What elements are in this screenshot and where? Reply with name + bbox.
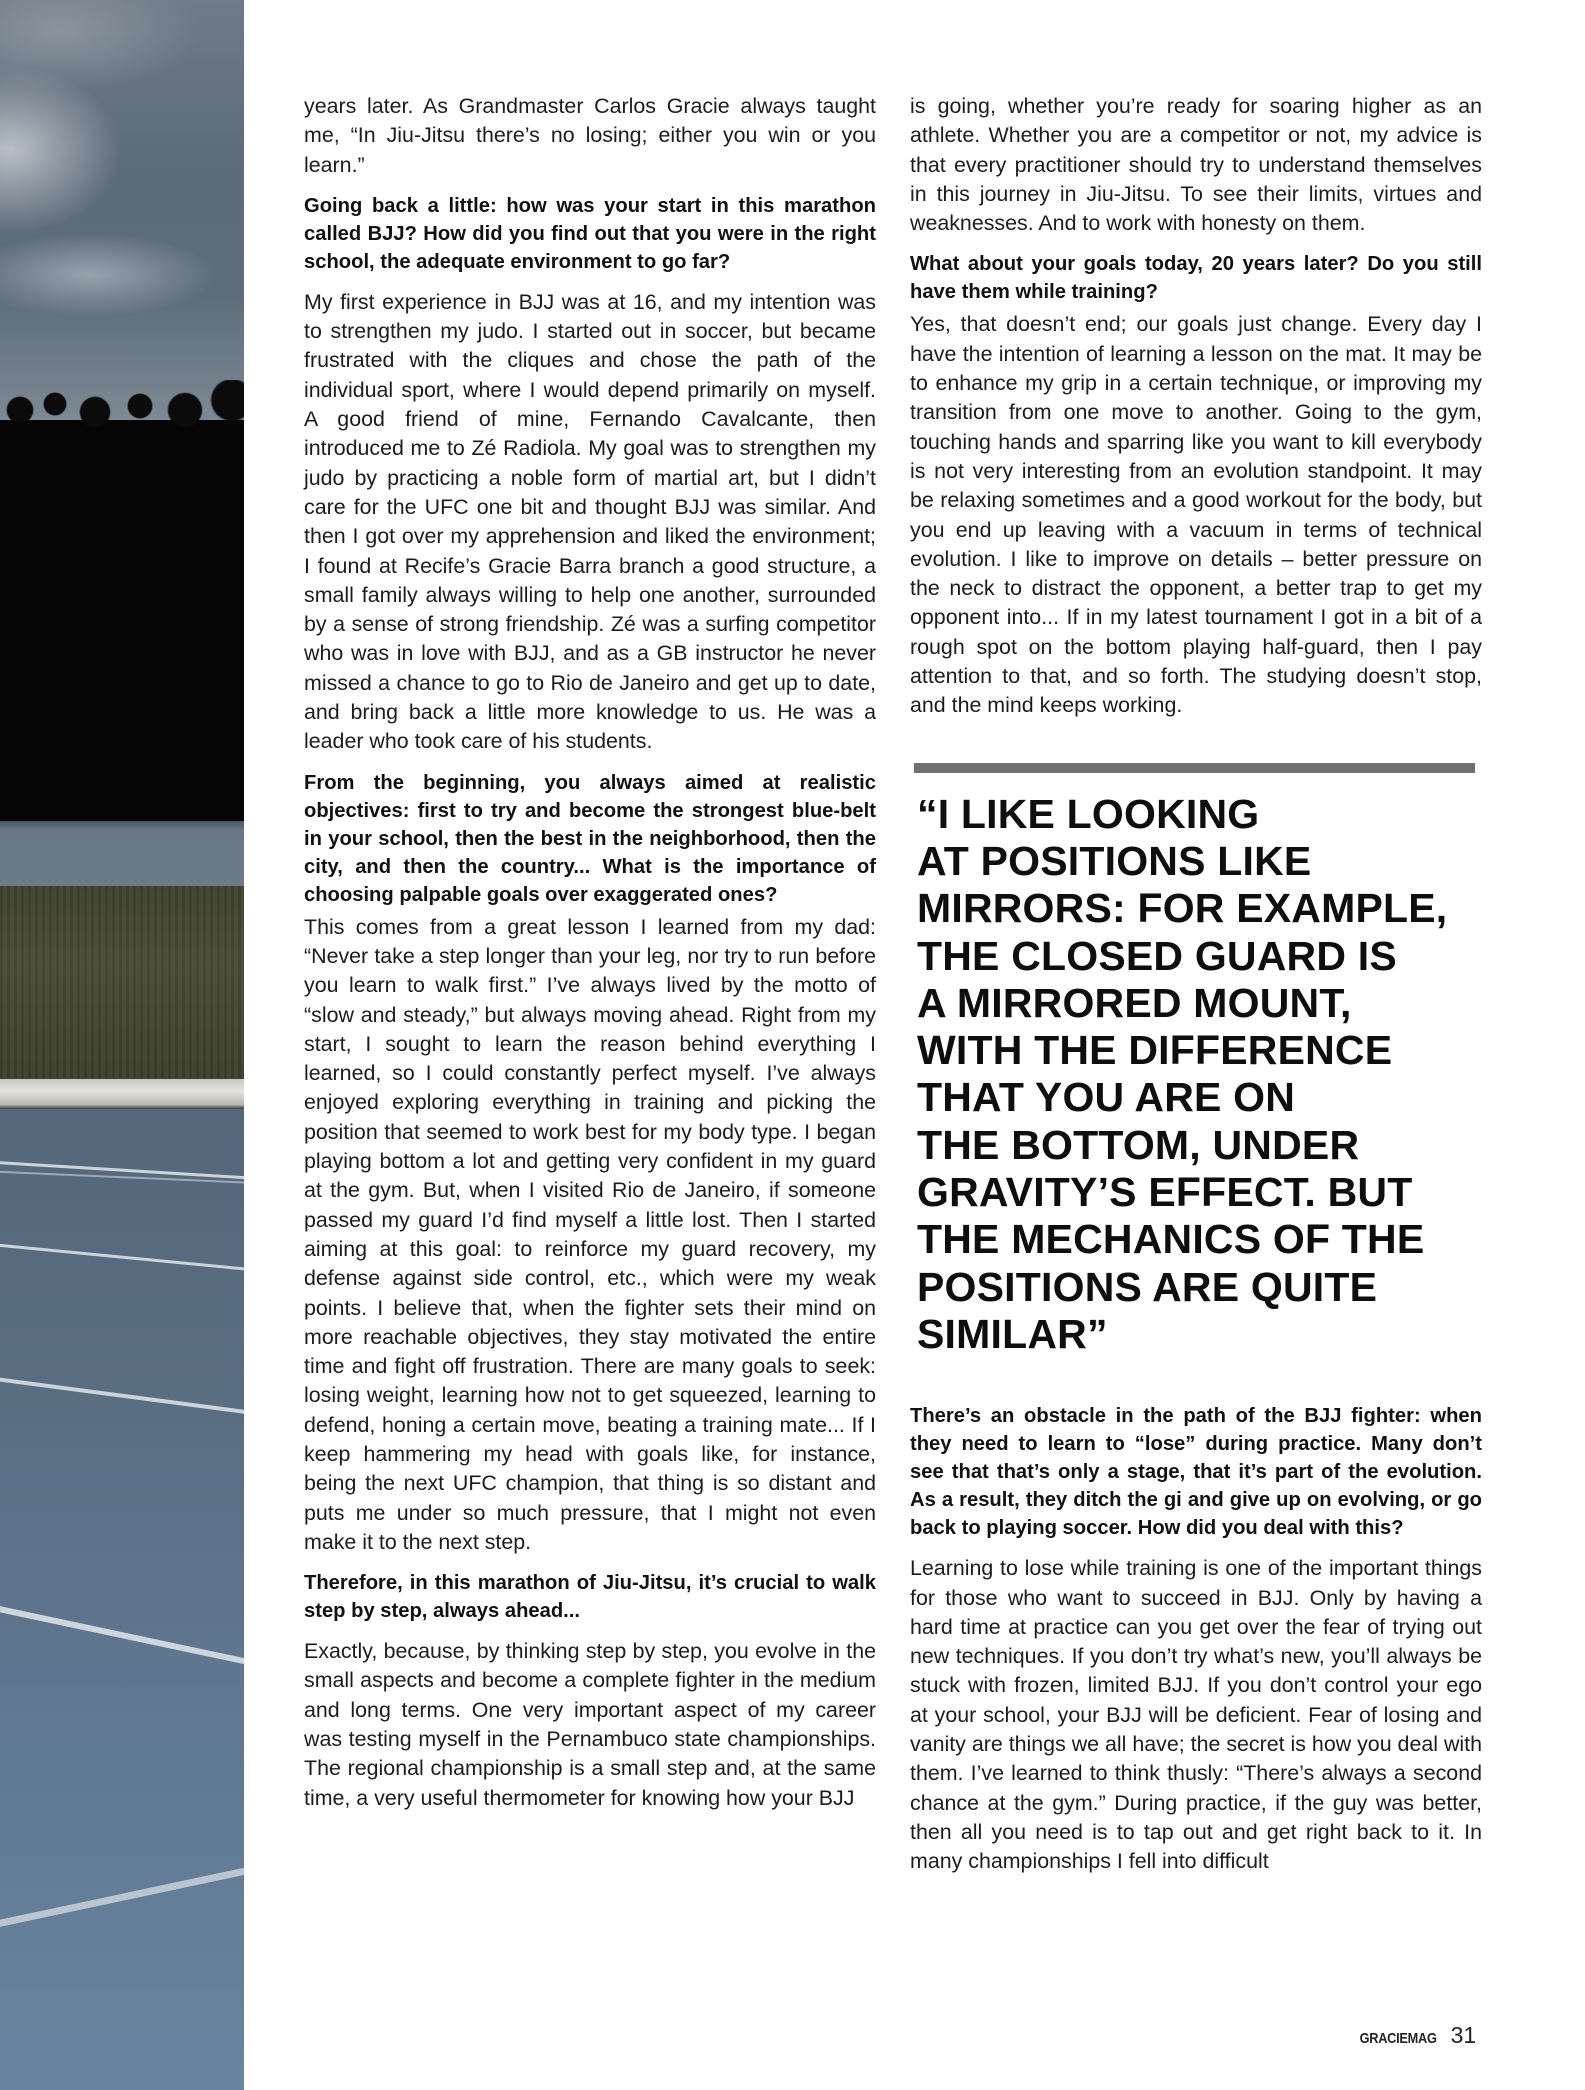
photo-grass [0,886,244,1079]
page-number: 31 [1450,2022,1477,2048]
photo-running-track [0,0,244,2090]
pullquote-line: THE MECHANICS OF THE [917,1216,1425,1263]
photo-curb [0,1079,244,1109]
pullquote-line: THE BOTTOM, UNDER [917,1121,1360,1168]
answer-paragraph: Learning to lose while training is one of the important things for those who want to succeed in BJJ. Only by having a hard time at practice can you get over the fear of trying out new techniques. If you don’t try what’s new, you’ll always be stuck with frozen, limited BJJ. If you don’t control your ego at your school, your BJJ will be deficient. Fear of losing and vanity are things we all have; the secret is how you deal with them. I’ve learned to think thusly: “There’s always a second chance at the gym.” During practice, if the guy was better, then all you need is to tap out and get right back to it. In many championships I fell into difficult [910,1556,1482,1874]
answer-paragraph: This comes from a great lesson I learned from my dad: “Never take a step longer than your leg, nor try to run before you learn to walk first.” I’ve always lived by the motto of “slow and steady,” but always moving ahead. Right from my start, I sought to learn the reason behind everything I learned, so I could constantly perfect myself. I’ve always enjoyed exploring everything in training and picking the position that seemed to work best for my body type. I began playing bottom a lot and getting very confident in my guard at the gym. But, when I visited Rio de Janeiro, if someone passed my guard I’d find myself a little lost. Then I started aiming at this goal: to reinforce my guard recovery, my defense against side control, etc., which were my weak points. I believe that, when the fighter sets their mind on more reachable objectives, they stay motivated the entire time and fight off frustration. There are many goals to seek: losing weight, learning how not to get squeezed, learning to defend, honing a certain move, beating a training mate... If I keep hammering my head with goals like, for instance, being the next UFC champion, that thing is so distant and puts me under so much pressure, that I might not even make it to the next step. [304,914,876,1554]
pullquote [917,791,1482,1359]
pullquote-line: GRAVITY’S EFFECT. BUT [917,1169,1413,1216]
pullquote-line: MIRRORS: FOR EXAMPLE, [917,885,1448,932]
pullquote-rule [914,763,1475,773]
pullquote-line: POSITIONS ARE QUITE [917,1263,1378,1310]
answer-paragraph: My first experience in BJJ was at 16, and my intention was to strengthen my judo. I started out in soccer, but became frustrated with the cliques and chose the path of the individual sport, where I would depend primarily on myself. A good friend of mine, Fernando Cavalcante, then introduced me to Zé Radiola. My goal was to strengthen my judo by practicing a noble form of martial art, but I didn’t care for the UFC one bit and thought BJJ was similar. And then I got over my apprehension and liked the environment; I found at Recife’s Gracie Barra branch a good structure, a small family always willing to help one another, surrounded by a sense of strong friendship. Zé was a surfing competitor who was in love with BJJ, and as a GB instructor he never missed a chance to go to Rio de Janeiro and get up to date, and bring back a little more knowledge to us. He was a leader who took care of his students. [304,289,876,754]
article-column-right [910,92,1482,1876]
magazine-name: GRACIEMAG [1359,2030,1437,2047]
article-column-left [304,92,876,1813]
pullquote-line: SIMILAR” [917,1310,1108,1357]
answer-paragraph: Exactly, because, by thinking step by step, you evolve in the small aspects and become a complete fighter in the medium and long terms. One very important aspect of my career was testing myself in the Pernambuco state championships. The regional championship is a small step and, at the same time, a very useful thermometer for knowing how your BJJ [304,1639,876,1810]
page-footer [1346,2022,1476,2049]
photo-trees-shadow [0,420,244,821]
answer-paragraph: years later. As Grandmaster Carlos Gracie always taught me, “In Jiu-Jitsu there’s no losing; either you win or you learn.” [304,94,876,177]
answer-paragraph: is going, whether you’re ready for soaring higher as an athlete. Whether you are a competitor or not, my advice is that every practitioner should try to understand themselves in this journey in Jiu-Jitsu. To see their limits, virtues and weaknesses. And to work with honesty on them. [910,94,1482,236]
answer-paragraph: Yes, that doesn’t end; our goals just change. Every day I have the intention of learning a lesson on the mat. It may be to enhance my grip in a certain technique, or improving my transition from one move to another. Going to the gym, touching hands and sparring like you want to kill everybody is not very interesting from an evolution standpoint. It may be relaxing sometimes and a good workout for the body, but you end up leaving with a vacuum in terms of technical evolution. I like to improve on details – better pressure on the neck to distract the opponent, a better trap to get my opponent into... If in my latest tournament I got in a bit of a rough spot on the bottom playing half-guard, then I pay attention to that, and so forth. The studying doesn’t stop, and the mind keeps working. [910,312,1482,718]
pullquote-line: THAT YOU ARE ON [917,1074,1296,1121]
pullquote-line: WITH THE DIFFERENCE [917,1027,1393,1074]
interview-question: There’s an obstacle in the path of the BJJ fighter: when they need to learn to “lose” during practice. Many don’t see that that’s only a stage, that it’s part of the evolution. As a result, they ditch the gi and give up on evolving, or go back to playing soccer. How did you deal with this? [910,1405,1482,1540]
pullquote-line: AT POSITIONS LIKE [917,837,1312,884]
interview-question: From the beginning, you always aimed at realistic objectives: first to try and become the strongest blue-belt in your school, then the best in the neighborhood, then the city, and then the country... What is the importance of choosing palpable goals over exaggerated ones? [304,771,876,906]
interview-question: What about your goals today, 20 years later? Do you still have them while training? [910,253,1482,304]
photo-sky [0,0,244,420]
photo-far-track [0,821,244,886]
pullquote-line: THE CLOSED GUARD IS [917,932,1397,979]
photo-treeline [0,380,244,440]
interview-question: Therefore, in this marathon of Jiu-Jitsu, it’s crucial to walk step by step, always ahead... [304,1572,876,1623]
interview-question: Going back a little: how was your start in this marathon called BJJ? How did you find out that you were in the right school, the adequate environment to go far? [304,194,876,273]
pullquote-line: “I LIKE LOOKING [917,790,1260,837]
pullquote-line: A MIRRORED MOUNT, [917,979,1352,1026]
